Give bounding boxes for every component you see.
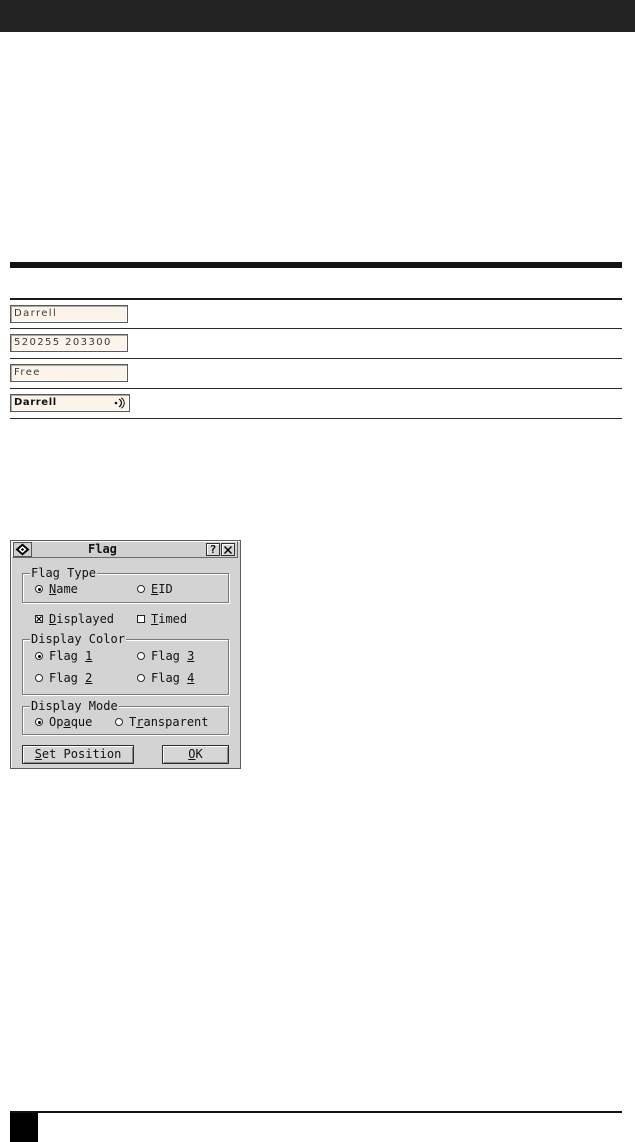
hotkey-underline: r — [136, 715, 144, 729]
option-label: Flag 1 — [49, 649, 93, 663]
hotkey-underline: 3 — [187, 649, 195, 663]
page-number-tab — [10, 1113, 38, 1142]
hotkey-underline: 2 — [85, 671, 93, 685]
flag-2-radio-option[interactable] — [35, 671, 92, 685]
close-button[interactable] — [221, 543, 235, 556]
hotkey-underline: D — [49, 612, 57, 626]
name-radio-option[interactable] — [35, 582, 78, 596]
flag-4-radio[interactable] — [137, 674, 145, 682]
option-label: Opaque — [49, 715, 93, 729]
display-color-group — [22, 632, 229, 695]
page-header-bar — [0, 0, 635, 32]
table-row — [10, 388, 622, 418]
set-position-button[interactable] — [22, 745, 134, 764]
diamond-logo-icon[interactable] — [13, 542, 32, 557]
ok-button[interactable] — [162, 745, 229, 764]
flag-2-radio[interactable] — [35, 674, 43, 682]
scan-icon — [113, 397, 125, 409]
hotkey-underline: T — [151, 612, 159, 626]
flag-text: Darrell — [14, 308, 58, 319]
flag-1-radio-option[interactable] — [35, 649, 92, 663]
flag-scan-example — [10, 394, 130, 412]
option-label: EID — [151, 582, 173, 596]
section-rule — [10, 262, 622, 268]
flag-4-radio-option[interactable] — [137, 671, 194, 685]
opaque-radio-option[interactable] — [35, 715, 92, 729]
flag-examples-table — [10, 298, 622, 419]
hotkey-underline: O — [188, 747, 196, 761]
flag-3-radio-option[interactable] — [137, 649, 194, 663]
option-label: Name — [49, 582, 78, 596]
group-legend: Display Color — [31, 632, 125, 646]
check-mark-icon — [36, 616, 42, 622]
help-icon: ? — [209, 543, 217, 556]
close-icon — [224, 546, 232, 554]
flag-type-group — [22, 566, 229, 603]
flag-1-radio[interactable] — [35, 652, 43, 660]
flag-eid-example — [10, 334, 128, 352]
table-row — [10, 328, 622, 358]
transparent-radio[interactable] — [115, 718, 123, 726]
name-radio[interactable] — [35, 585, 43, 593]
flag-dialog — [10, 540, 241, 769]
button-label: OK — [188, 747, 203, 761]
eid-radio-option[interactable] — [137, 582, 173, 596]
option-label: Flag 3 — [151, 649, 195, 663]
display-mode-group — [22, 699, 229, 735]
hotkey-underline: E — [151, 582, 159, 596]
timed-checkbox-option[interactable] — [137, 612, 187, 626]
option-label: Displayed — [49, 612, 115, 626]
hotkey-underline: N — [49, 582, 57, 596]
displayed-checkbox-option[interactable] — [35, 612, 114, 626]
opaque-radio[interactable] — [35, 718, 43, 726]
help-button[interactable] — [206, 543, 220, 556]
flag-name-example — [10, 305, 128, 323]
flag-3-radio[interactable] — [137, 652, 145, 660]
hotkey-underline: 4 — [187, 671, 195, 685]
hotkey-underline: 1 — [85, 649, 93, 663]
option-label: Flag 2 — [49, 671, 93, 685]
group-legend: Display Mode — [31, 699, 118, 713]
title-bar[interactable] — [12, 541, 238, 558]
transparent-radio-option[interactable] — [115, 715, 209, 729]
flag-text: Free — [14, 367, 41, 378]
table-row — [10, 358, 622, 388]
button-label: Set Position — [34, 747, 122, 761]
option-label: Timed — [151, 612, 188, 626]
option-label: Flag 4 — [151, 671, 195, 685]
group-legend: Flag Type — [31, 566, 97, 580]
hotkey-underline: S — [34, 747, 42, 761]
flag-text: Darrell — [14, 397, 57, 408]
flag-free-example — [10, 364, 128, 382]
option-label: Transparent — [129, 715, 209, 729]
eid-radio[interactable] — [137, 585, 145, 593]
table-row — [10, 298, 622, 328]
flag-text: 520255 203300 — [14, 337, 112, 348]
hotkey-underline: a — [63, 715, 71, 729]
timed-checkbox[interactable] — [137, 615, 145, 623]
dialog-title: Flag — [88, 542, 117, 556]
footer-rule — [10, 1111, 622, 1113]
displayed-checkbox[interactable] — [35, 615, 43, 623]
